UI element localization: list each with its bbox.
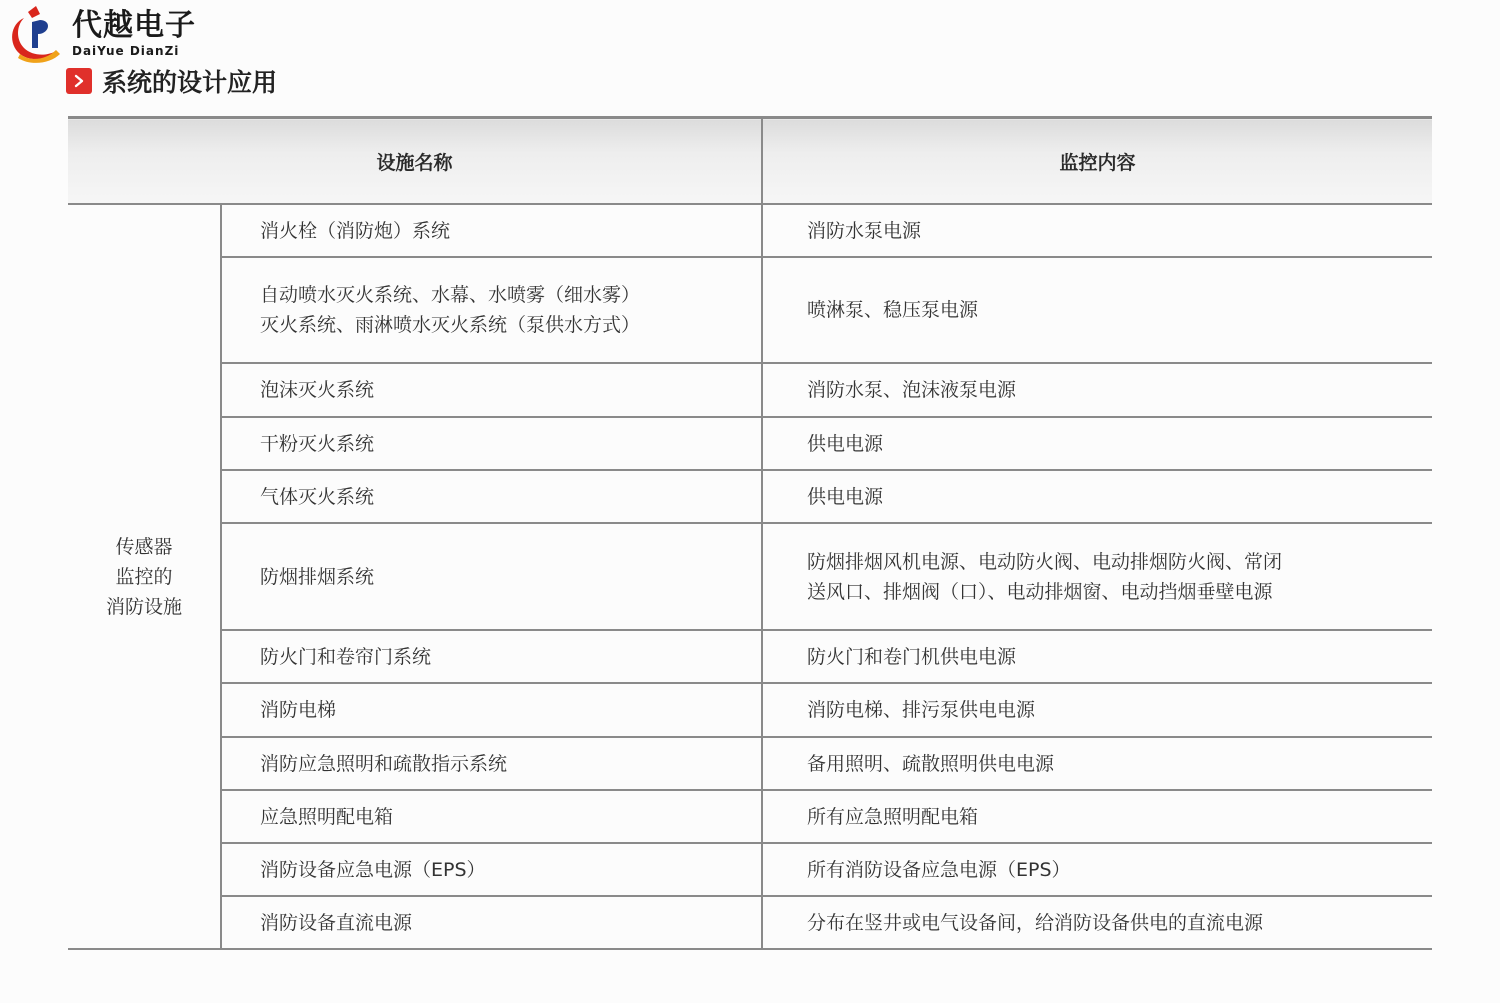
monitor-cell <box>762 843 1432 896</box>
monitor-cell <box>762 523 1432 630</box>
monitor-cell <box>762 363 1432 417</box>
table-row <box>68 470 1432 523</box>
monitor-content: 供电电源 <box>807 485 884 508</box>
monitor-content: 分布在竖井或电气设备间，给消防设备供电的直流电源 <box>807 911 1264 934</box>
table-row <box>68 523 1432 630</box>
logo-name-en: DaiYue DianZi <box>72 44 180 58</box>
table-row <box>68 363 1432 417</box>
table-row <box>68 257 1432 363</box>
facility-name: 灭火系统、雨淋喷水灭火系统（泵供水方式） <box>260 314 641 336</box>
facility-name: 自动喷水灭火系统、水幕、水喷雾（细水雾） <box>260 284 641 306</box>
facility-cell <box>221 417 762 470</box>
facility-name: 消防应急照明和疏散指示系统 <box>260 752 508 775</box>
monitor-cell <box>762 257 1432 363</box>
monitor-content: 供电电源 <box>807 432 884 455</box>
facility-cell <box>221 896 762 949</box>
chevron-right-icon <box>66 68 92 94</box>
brand-logo <box>6 4 206 64</box>
monitor-cell <box>762 896 1432 949</box>
table-row <box>68 896 1432 949</box>
section-title: 系统的设计应用 <box>102 68 278 97</box>
facility-cell <box>221 630 762 683</box>
facility-cell <box>221 790 762 843</box>
table-header-row <box>68 118 1432 205</box>
facility-cell <box>221 737 762 790</box>
facility-cell <box>221 363 762 417</box>
facility-cell <box>221 683 762 737</box>
category-cell <box>68 204 221 949</box>
facility-name: 消火栓（消防炮）系统 <box>260 219 451 242</box>
facility-name: 防烟排烟系统 <box>260 565 375 588</box>
table-row <box>68 204 1432 257</box>
monitor-content: 消防水泵电源 <box>807 219 922 242</box>
monitor-cell <box>762 470 1432 523</box>
monitor-content: 消防电梯、排污泵供电电源 <box>807 699 1036 721</box>
table-row <box>68 843 1432 896</box>
monitor-cell <box>762 204 1432 257</box>
monitor-content: 送风口、排烟阀（口）、电动排烟窗、电动挡烟垂壁电源 <box>807 580 1273 603</box>
facility-cell <box>221 523 762 630</box>
monitor-cell <box>762 417 1432 470</box>
monitor-cell <box>762 790 1432 843</box>
header-monitor: 监控内容 <box>762 118 1432 205</box>
facility-name: 消防设备直流电源 <box>260 911 413 934</box>
table-row <box>68 417 1432 470</box>
facility-name: 干粉灭火系统 <box>260 432 375 455</box>
logo-mark-icon <box>6 4 66 64</box>
table-body <box>68 204 1432 949</box>
facility-name: 防火门和卷帘门系统 <box>260 645 432 668</box>
monitor-cell <box>762 630 1432 683</box>
category-label-line: 监控的 <box>115 565 173 588</box>
facility-monitor-table <box>68 116 1432 950</box>
monitor-content: 防烟排烟风机电源、电动防火阀、电动排烟防火阀、常闭 <box>807 550 1283 573</box>
monitor-content: 所有消防设备应急电源（EPS） <box>807 858 1071 881</box>
monitor-content: 防火门和卷门机供电电源 <box>807 645 1017 668</box>
facility-cell <box>221 843 762 896</box>
table-row <box>68 630 1432 683</box>
facility-name: 消防设备应急电源（EPS） <box>260 858 486 881</box>
section-heading <box>66 64 277 98</box>
facility-cell <box>221 204 762 257</box>
monitor-content: 消防水泵、泡沫液泵电源 <box>807 379 1017 401</box>
facility-cell <box>221 257 762 363</box>
logo-name-cn: 代越电子 <box>72 8 196 43</box>
table-row <box>68 737 1432 790</box>
monitor-cell <box>762 683 1432 737</box>
monitor-content: 喷淋泵、稳压泵电源 <box>807 299 979 321</box>
monitor-content: 备用照明、疏散照明供电电源 <box>807 752 1055 775</box>
monitor-cell <box>762 737 1432 790</box>
category-label-line: 传感器 <box>115 535 173 558</box>
table-row <box>68 683 1432 737</box>
category-label-line: 消防设施 <box>105 595 182 618</box>
facility-cell <box>221 470 762 523</box>
facility-name: 消防电梯 <box>260 699 337 721</box>
table-row <box>68 790 1432 843</box>
facility-name: 应急照明配电箱 <box>260 805 394 828</box>
facility-name: 泡沫灭火系统 <box>260 379 375 401</box>
monitor-content: 所有应急照明配电箱 <box>807 805 979 828</box>
facility-name: 气体灭火系统 <box>260 485 375 508</box>
header-facility: 设施名称 <box>68 118 762 205</box>
